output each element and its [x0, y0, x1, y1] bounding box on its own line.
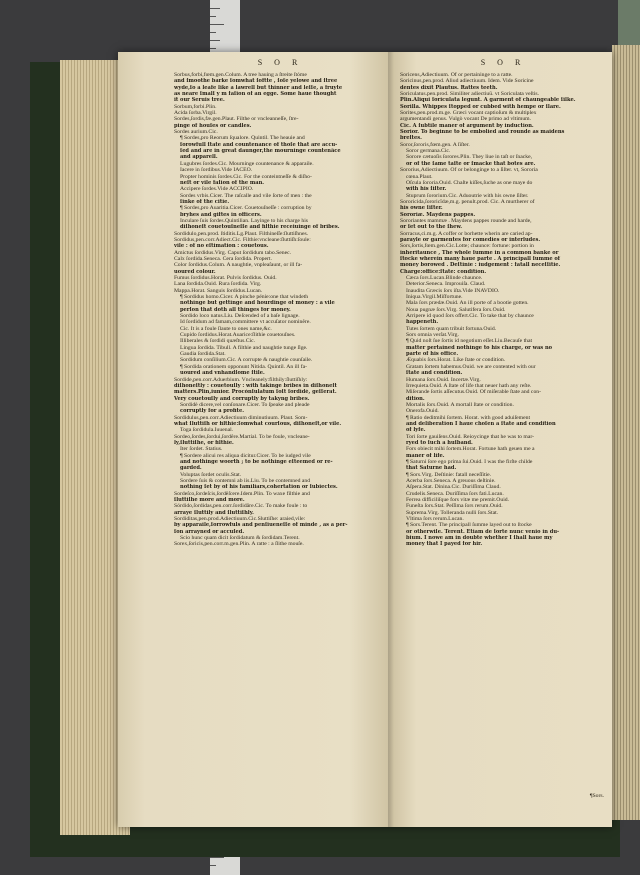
text-line: Cæca ſors.Lucan.Blinde chaunce. — [406, 275, 483, 281]
text-line: Sordido loco natus.Liu. Deſcended of a baſe lignage. — [180, 313, 300, 320]
text-line: Sordidus,pen.corr.Adiect.Cic. Filthie:vncleane:ſluttiſh:ſoule: — [174, 236, 311, 243]
text-line: inheritaunce , The whole ſumme in a common banke or — [400, 249, 559, 256]
text-line: Inculare ſuis ſordes.Quintilian. Layinge to his charge his — [180, 217, 308, 224]
text-line: ly,ſluttiſhe, or filthie. — [174, 439, 234, 446]
text-line: Illiberales & ſordidi quæſtus.Cic. — [180, 338, 256, 345]
text-line: neſt or vile faſion of the man. — [180, 179, 265, 186]
text-line: Lugubres ſordes.Cic. Mourninge countenance & apparaile. — [180, 160, 314, 167]
text-line: and nothinge woorth ; to be nothinge eſteemed or re- — [180, 458, 333, 465]
text-line: ¶ Sors.Terent. The principall ſumme layed out to ſtocke — [406, 522, 532, 529]
text-line: Iacere in ſordibus.Vide IACEO. — [180, 167, 253, 174]
text-line: Vltima ſors rerum.Lucan. — [406, 516, 464, 523]
page-edges-right — [612, 45, 640, 820]
text-line: Onerofa.Ouid. — [406, 408, 439, 415]
text-line: ſed and are in great daunger,the mourninge countenãce — [180, 148, 341, 155]
text-line: Sorilla. Whippes ſtopped or cubbed with hempe or ſlare. — [400, 103, 561, 110]
text-line: Sorbus,forbi,fœm.gen.Colum. A tree hauing a ſtreite ſtóme — [174, 72, 307, 78]
text-line: Propter hominis ſordes.Cic. For the conteintneſſe & diſho- — [180, 173, 312, 180]
text-line: Sororius,Adiectiuum. Of or belonginge to a ſiſter. vt, Sororia — [400, 167, 538, 174]
text-line: Plin.Aliqui ſoriculatā legunt. A garment of chaungeable ſilke. — [400, 97, 576, 104]
text-line: ſon arrayned or accuſed. — [174, 528, 245, 535]
text-line: matter pertained nothinge to his charge, or was no — [406, 344, 553, 351]
running-head-right: S O R — [480, 58, 526, 67]
text-line: money borowed . Deſtinie : iudgement : fatall neceſſitie. — [400, 262, 561, 269]
text-line: it our Seruis tree. — [174, 97, 225, 104]
text-line: Mappa.Horat. Sanguis ſordidus.Lucan. — [174, 287, 263, 294]
text-line: by apparaile,ſorrowfuls and penſiueneſſe of minde , as a per- — [174, 522, 348, 529]
text-line: Sordere ſuis & contemni ab iis.Liu. To be contemned and — [180, 478, 311, 484]
text-line: and apparell. — [180, 154, 218, 161]
text-line: Sordidè dicere,vel conſonare.Cicer. To ſpeake and pleade — [180, 401, 310, 408]
text-line: wyde,ſo a leafe like a lawrell but thinner and leſſe, a fruyte — [174, 84, 343, 91]
text-line: Deterior.Seneca. Improuiſa. Claud. — [406, 281, 486, 288]
text-line: Aſpera.Stat. Dinina.Cic. Duriſſima Claud. — [406, 484, 501, 491]
text-line: ¶ Saturni ſore ego prima ſui.Ouid. I was the firſte childe — [406, 458, 533, 465]
text-line: and ſmoothe barke ſomwhat ſoftte , ſoſe yelowe and ſtree — [174, 78, 338, 85]
text-line: Soriculatus.pen.prod. Similiter adiectiuū. vt Soriculata veſtis. — [400, 91, 540, 98]
text-line: ¶ Quid noſt ſue ſortis id negotium eſſet.Liu.Becauſe that — [406, 338, 533, 345]
text-line: uoured colour. — [174, 268, 216, 275]
text-line: ¶ Sors.Virg. Deſtinie: fatall neceſſitie. — [406, 471, 492, 478]
gutter-shadow — [388, 52, 394, 827]
text-line: argumentandi genus. Vulgò vocant De primo ad vltimum. — [400, 116, 532, 123]
right-text-column — [400, 72, 606, 548]
text-line: Iter ſordet. Statius. — [180, 446, 223, 453]
text-line: Amictus ſordidus.Virg. Caput ſordidum tabo.Senec. — [174, 249, 292, 256]
text-line: cœna.Plaut. — [406, 173, 433, 180]
text-line: Irrequieta.Ouid. A ſtate of life that neuer hath any reſte. — [406, 382, 532, 389]
text-line: nothinge but gettinge and hourdinge of money : a vile — [180, 300, 335, 307]
text-line: ¶ Sordes,pro Auaritia.Cicer. Couetouſneſſe : corruption by — [180, 205, 312, 212]
text-line: ¶ Sordida orationem opponunt Nitida. Quintil. An ill fa- — [180, 363, 308, 370]
text-line: vile : of no eſtimation : couetous. — [174, 243, 269, 250]
text-line: Soror germana.Cic. — [406, 148, 451, 155]
text-line: corruptly for a profite. — [180, 408, 244, 415]
text-line: Acerba ſors.Seneca. A greuous deſtinie. — [406, 478, 496, 484]
text-line: Accipere ſordes.Vide ACCIPIO. — [180, 186, 254, 193]
text-line: Sordidum conſilium.Cic. A corrupte & naughtie counſaile. — [180, 357, 313, 364]
text-line: Id ſordidum ad famam,committere vt accuſator nominêre. — [180, 319, 311, 326]
text-line: Suprema.Virg. Tolleranda nulli ſors.Stat. — [406, 509, 499, 516]
text-line: Sorior. To beginne to be embolied and rounde as maidens — [400, 129, 565, 136]
text-line: Sors,ſortis,fœm.gen.Cic.Lotte; chaunce: fortune: portion in — [400, 243, 534, 250]
text-line: Sordide,pen.corr.Aduerbium. Vncleanely:filthily:ſluttiſhly: — [174, 376, 308, 383]
text-line: or ſet out to the ſhew. — [400, 224, 463, 231]
book-spread — [118, 52, 612, 827]
text-line: Soricens,Adiectiuum. Of or pertaininge to a ratte. — [400, 72, 513, 78]
text-line: diſhoneſt couetouſneſſe and filthie receiuinge of bribes. — [180, 224, 340, 231]
text-line: ¶ Ratio deditmihi ſortem. Horat. with good aduiſement — [406, 414, 531, 421]
text-line: Sorites,pen.prod.m.ge. Græci vocant captioſum & multiplex — [400, 110, 537, 117]
text-line: Very couetouſly and corruptly by takyng bribes. — [174, 395, 310, 402]
text-line: Gratam ſortem habemus.Ouid. we are contented with our — [406, 363, 536, 370]
text-line: of lyfe. — [406, 427, 426, 434]
text-line: Sordidulo,pen.prod. ſtiditis.Lg.Plaut. Filthineſſe:ſluttiſhnes. — [174, 230, 309, 237]
text-line: happeneth. — [406, 319, 439, 326]
text-line: Gaudia ſordida.Stat. — [180, 351, 226, 358]
text-line: dentes dixit Plautus. Rattes teeth. — [400, 84, 498, 91]
text-line: ſtate and condition. — [406, 370, 463, 377]
text-line: Sororicida,ſororicîdæ,m.g. penult.prod. Cic. A murtherer of — [400, 198, 535, 205]
running-head-left: S O R — [257, 58, 303, 67]
text-line: his owne ſiſter. — [400, 205, 443, 212]
spine-tab — [618, 0, 640, 45]
text-line: arraye ſluttily and ſluttiſhly. — [174, 509, 254, 516]
text-line: Cic. A ſubtile maner of argument by induction. — [400, 122, 534, 129]
text-line: Sordiditas,pen.prod.Adiectiuum.Cic.Sluttiſhe: araied,vile: — [174, 516, 306, 523]
text-line: ſorowfull ſtate and countenance of thoſe that are accu- — [180, 141, 338, 148]
text-line: Sororiantes mammæ . Maydens pappes rounde and harde, — [400, 217, 532, 224]
text-line: Scio hunc quam dicit ſordidatum & ſordidam.Terent. — [180, 535, 300, 542]
text-line: Charge:office:ſtate: condition. — [400, 268, 487, 275]
text-line: Tutes ſortem quam tribuit fortuna.Ouid. — [406, 325, 497, 332]
text-line: garded. — [180, 465, 202, 472]
left-text-column — [174, 72, 386, 548]
text-line: that Saturne had. — [406, 465, 457, 472]
text-line: Acida ſorba.Virgil. — [174, 110, 217, 117]
text-line: Sorex,ſoricis,pen.corr.m.gen.Plin. A ratte : a ſlithe mouſe. — [174, 541, 304, 548]
text-line: Sordes aurium.Cic. — [174, 129, 218, 136]
text-line: pinge of houſes or candles. — [174, 122, 252, 129]
left-page — [118, 52, 390, 827]
text-line: Arripere id quod ſors offert.Cic. To take that by chaunce — [406, 313, 534, 320]
text-line: Lingua ſordida. Tibull. A filthie and naughtie tunge ſlge. — [180, 344, 308, 351]
text-line: Funeſta ſors.Stat. Peſſima ſors rerum.Ouid. — [406, 503, 503, 510]
text-line: Oſcula ſororia.Ouid. Chaſte kiſſes,ſuche as one maye do — [406, 179, 533, 186]
text-line: Cic. It is a foule ſlaute to ones name,&c. — [180, 325, 272, 332]
text-line: matters.Plin,iunior. Procónſulatum ſoſt ſordidè, geſſerat. — [174, 389, 337, 396]
text-line: Crudelis.Seneca. Duriſſima ſors fati.Lucan. — [406, 490, 504, 497]
text-line: Soror,ſororis,fœm.gen. A ſiſter. — [400, 141, 470, 148]
text-line: maner of life. — [406, 452, 445, 459]
text-line: Fumus ſordidus.Horat. Pulvis ſordidus. Ouid. — [174, 275, 277, 281]
text-line: Noua pugnæ ſors.Virg. Salutifera ſors.Ouid. — [406, 306, 506, 313]
text-line: diſhoneſtly : couetouſly : with takinge bribes in diſhoneſt — [174, 382, 337, 389]
text-line: money that I payed for hir. — [406, 541, 483, 548]
text-line: ¶ Sordidus homo.Cicer. A pinche pénie:one that windeth — [180, 294, 309, 301]
text-line: Mala ſors prædæ.Ouid. An ill porte of a bootie gotten. — [406, 300, 529, 307]
text-line: Cupido ſordidus.Horat.Auarice:ſlithie couetouſnes. — [180, 332, 296, 339]
text-line: Miſerande ſortis aſſecutus.Ouid. Of miſerable ſtate and con- — [406, 389, 542, 396]
text-line: Sordidulus,pen.corr.Adiectiuum diminutiuum. Plaut. Som- — [174, 414, 308, 421]
text-line: with his ſiſter. — [406, 186, 447, 193]
text-line: as neare ſmalſ y m faſion of an egge. Some haue thought — [174, 91, 337, 98]
text-line: Ferrea difficiliſque fors vitæ me premit.Ouid. — [406, 497, 510, 504]
text-line: Calx ſordida.Seneca. Cera ſordida. Propert. — [174, 255, 272, 262]
text-line: parayle or garmentes for comedies or interludes. — [400, 236, 541, 243]
text-line: Sordeo,ſordes,ſordui,ſordêre.Martial. To be foule, vncleane- — [174, 433, 310, 440]
text-line: Iniqua.Virgil.Miſfortune. — [406, 294, 463, 301]
text-line: Sórdido,ſordidas,pen.corr.ſordidâre.Cic. To make foule : to — [174, 503, 308, 510]
text-line: uoured and vnhandſome ſtile. — [180, 370, 265, 377]
text-line: Sororiæ. Maydens pappes. — [400, 211, 476, 218]
text-line: Sordes,ſordis,fæ.gen.Plaut. Filthe or vncleanneſſe, ſtre- — [174, 116, 299, 123]
text-line: bryhes and giftes in officers. — [180, 211, 262, 218]
text-line: ryed to ſuch a huſband. — [406, 439, 473, 446]
text-line: ſtocke wherein many haue parte . A principall ſumme of — [400, 255, 560, 262]
text-line: bium. I nowe am in doubte whether I ſhall haue my — [406, 535, 553, 542]
text-line: Toga ſordidula.Iuuenal. — [180, 427, 234, 434]
text-line: Stuprum ſororium.Cic. Aduoutrie with his owne ſiſter. — [406, 192, 529, 199]
right-page — [390, 52, 612, 827]
text-line: Inaudita Græcis ſors iſta.Vide INAVDIO. — [406, 287, 500, 294]
text-line: or otherwiſe. Terent. Etiam de ſorte nunc venio in du- — [406, 528, 560, 535]
text-line: or of the ſame taſte or ſmacke that botes are. — [406, 160, 536, 167]
text-line: Mortalis ſors.Ouid. A mortall ſtate or condition. — [406, 401, 514, 408]
text-line: Soricinus,pen.prod. Aliud adiectiuum. Idem. Vide Soricine — [400, 78, 534, 85]
measurement-ruler-top — [210, 0, 240, 52]
text-line: Fors obiecit mihi ſortem.Horat. Fortune hath geuen me a — [406, 446, 535, 453]
text-line: and deliberation I haue choſen a ſtate and condition — [406, 420, 556, 427]
text-line: Color ſordidus.Colum. A naughtie, vnpleaſaunt, or ill fa- — [174, 262, 303, 269]
text-line: Sors omnia verſat.Virg. — [406, 332, 459, 339]
text-line: Voluptas ſordet oculis.Stat. — [180, 471, 242, 478]
text-line: ¶ Sordes,pro Reorum ſqualore. Quintil. The heauie and — [180, 135, 305, 142]
text-line: nothing ſet by of his familiars,cohertation or ſubiectes. — [180, 484, 338, 491]
text-line: Sordeſco,ſordeſcis,ſordêſcere.Idem.Plin. To waxe filthie and — [174, 490, 310, 497]
text-line: ¶ Sordere alicui res aliqua dicitur.Cicer. To be iudged vile — [180, 452, 311, 459]
text-line: Æquabis ſors.Horat. Like ſtate or condition. — [406, 357, 506, 364]
text-line: Sordes vrbis.Cicer. The raſcalle and vile ſorte of men : the — [180, 192, 312, 199]
text-line: what ſluttiſh or filthie:ſomwhat courſous, diſhoneſt,or vile. — [174, 420, 342, 427]
text-line: Lana ſordida.Ouid. Rura ſordida. Virg. — [174, 281, 262, 288]
text-line: Tori ſorte gauiſens.Ouid. Reioycinge that he was to mar- — [406, 433, 535, 440]
text-line: parte of his office. — [406, 351, 459, 358]
text-line: dition. — [406, 395, 425, 402]
text-line: breſtes. — [400, 135, 422, 142]
text-line: ſinke of the citie. — [180, 198, 230, 205]
catchword: ¶Sors. — [589, 793, 604, 799]
text-line: perſon that doth all thinges for money. — [180, 306, 291, 313]
text-line: Sorracus,ci.m.g. A coffer or borhette wherin are caried ap- — [400, 230, 533, 237]
text-line: Sorbum,forbi.Plin. — [174, 103, 217, 110]
text-line: ſluttiſhe more and more. — [174, 497, 245, 504]
text-line: Sorore cætuoſis ſorores.Plin. They liue in taſt or ſnacke, — [406, 154, 533, 161]
text-line: Humana ſors.Ouid. Incertæ.Virg. — [406, 376, 481, 383]
